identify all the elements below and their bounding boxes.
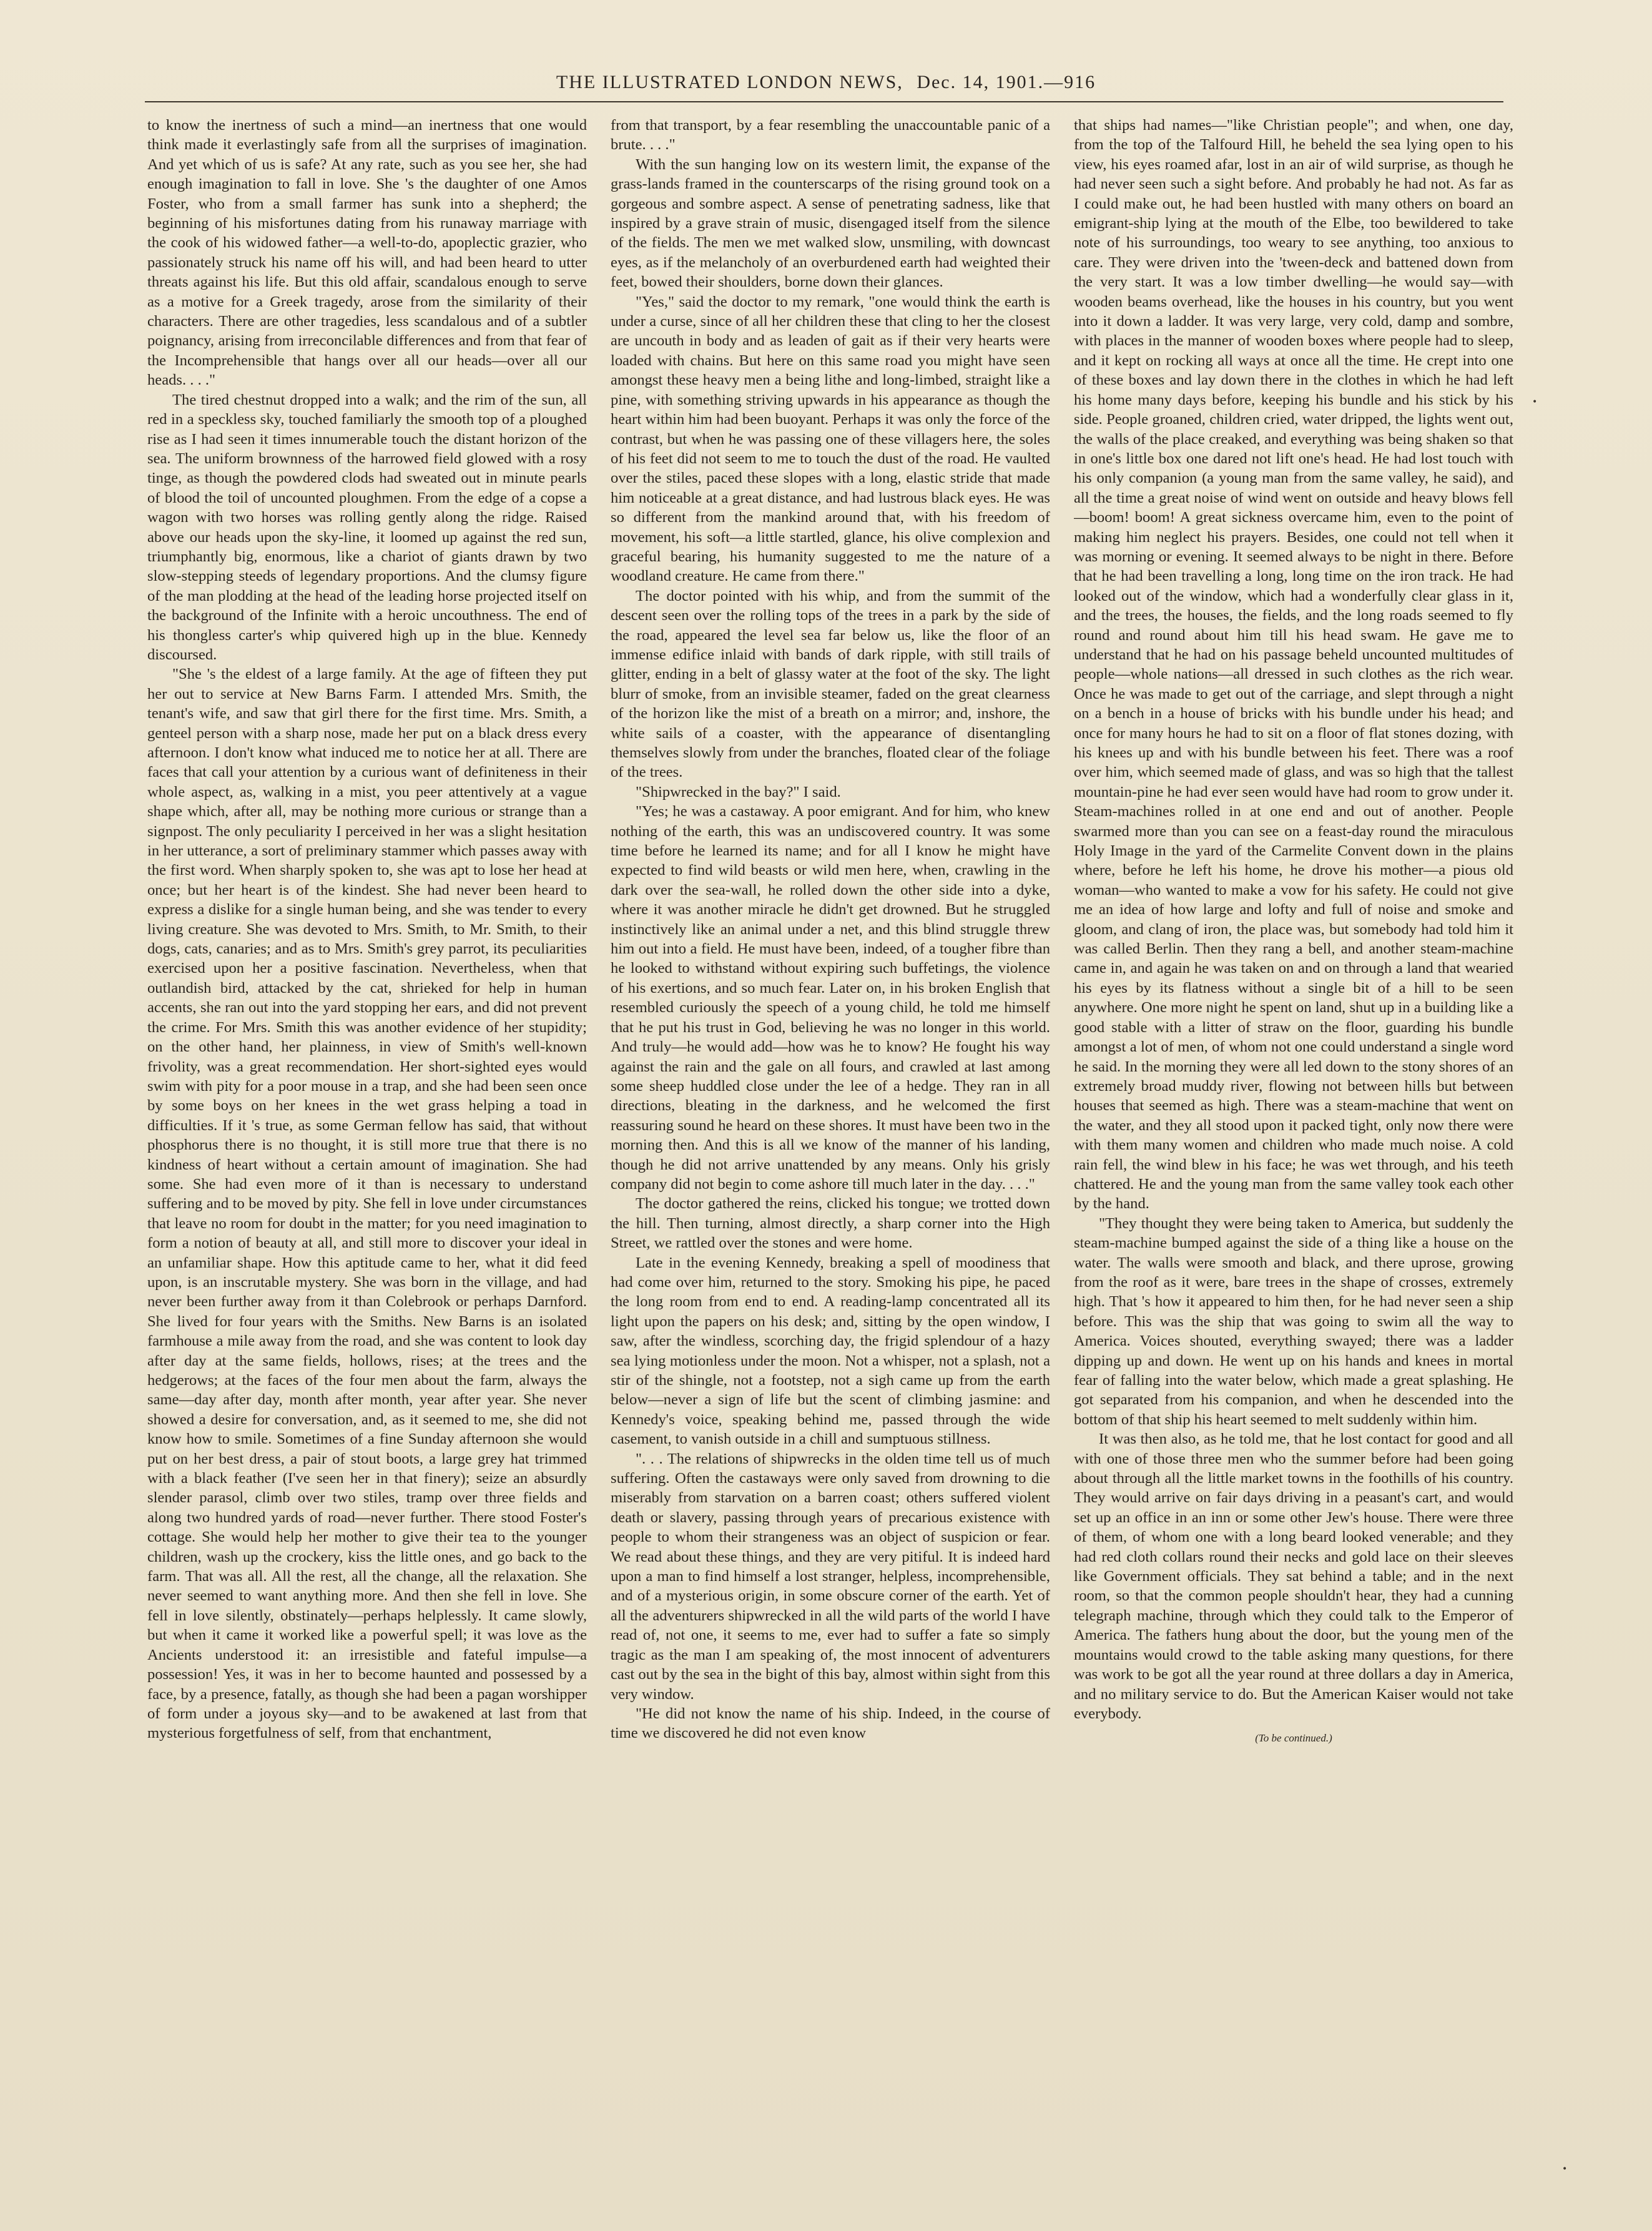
paragraph: With the sun hanging low on its western limit, the expanse of the grass-lands framed in the counterscarps of the rising ground took on a gorgeous and sombre aspect. A sense of penetrating sadness, like that inspired by a grave strain of music, disengaged itself from the silence of the fields. The men we met walked slow, unsmiling, with downcast eyes, as if the melancholy of an overburdened earth had weighted their feet, bowed their shoulders, borne down their glances. (611, 155, 1050, 291)
paragraph: The doctor pointed with his whip, and from the summit of the descent seen over the rolling tops of the trees in a park by the side of the road, appeared the level sea far below us, like the floor of an immense edifice inlaid with bands of dark ripple, with still trails of glitter, ending in a belt of glassy water at the foot of the sky. The light blurr of smoke, from an invisible steamer, faded on the great clearness of the horizon like the mist of a breath on a mirror; and, inshore, the white sails of a coaster, with the appearance of disentangling themselves slowly from under the branches, floated clear of the foliage of the trees. (611, 587, 1050, 781)
paragraph: Late in the evening Kennedy, breaking a spell of moodiness that had come over him, returned to the story. Smoking his pipe, he paced the long room from end to end. A reading-lamp concentrated all its light upon the papers on his desk; and, sitting by the open window, I saw, after the windless, scorching day, the frigid splendour of a hazy sea lying motionless under the moon. Not a whisper, not a splash, not a stir of the shingle, not a footstep, not a sigh came up from the earth below—never a sign of life but the scent of climbing jasmine: and Kennedy's voice, speaking behind me, passed through the wide casement, to vanish outside in a chill and sumptuous stillness. (611, 1254, 1050, 1448)
paragraph: ". . . The relations of shipwrecks in the olden time tell us of much suffering. Often the castaways were only saved from drowning to die miserably from starvation on a barren coast; others suffered violent death or slavery, passing through years of precarious existence with people to whom their strangeness was an object of suspicion or fear. We read about these things, and they are very pitiful. It is indeed hard upon a man to find himself a lost stranger, helpless, incomprehensible, and of a mysterious origin, in some obscure corner of the earth. Yet of all the adventurers shipwrecked in all the wild parts of the world I have read of, not one, it seems to me, ever had to suffer a fate so simply tragic as the man I am speaking of, the most innocent of adventurers cast out by the sea in the bight of this bay, almost within sight from this very window. (611, 1450, 1050, 1703)
paragraph: The tired chestnut dropped into a walk; and the rim of the sun, all red in a speckless sky, touched familiarly the smooth top of a ploughed rise as I had seen it times innumerable touch the distant horizon of the sea. The uniform brownness of the harrowed field glowed with a rosy tinge, as though the powdered clods had sweated out in minute pearls of blood the toil of uncounted ploughmen. From the edge of a copse a wagon with two horses was rolling gently along the ridge. Raised above our heads upon the sky-line, it loomed up against the red sun, triumphantly big, enormous, like a chariot of giants drawn by two slow-stepping steeds of legendary proportions. And the clumsy figure of the man plodding at the head of the leading horse projected itself on the background of the Infinite with a heroic uncouthness. The end of his thongless carter's whip quivered high up in the blue. Kennedy discoursed. (147, 391, 587, 663)
page-header (0, 72, 1652, 93)
paragraph: "She 's the eldest of a large family. At the age of fifteen they put her out to service at New Barns Farm. I attended Mrs. Smith, the tenant's wife, and saw that girl there for the first time. Mrs. Smith, a genteel person with a sharp nose, made her put on a black dress every afternoon. I don't know what induced me to notice her at all. There are faces that call your attention by a curious want of definiteness in their whole aspect, as, walking in a mist, you peer attentively at a vague shape which, after all, may be nothing more curious or strange than a signpost. The only peculiarity I perceived in her was a slight hesitation in her utterance, a sort of preliminary stammer which passes away with the first word. When sharply spoken to, she was apt to lose her head at once; but her heart is of the kindest. She had never been heard to express a dislike for a single human being, and she was tender to every living creature. She was devoted to Mrs. Smith, to Mr. Smith, to their dogs, cats, canaries; and as to Mrs. Smith's grey parrot, its peculiarities exercised upon her a positive fascination. Nevertheless, when that outlandish bird, attacked by the cat, shrieked for help in human accents, she ran out into the yard stopping her ears, and did not prevent the crime. For Mrs. Smith this was another evidence of her stupidity; on the other hand, her plainness, in view of Smith's well-known frivolity, was a great recommendation. Her short-sighted eyes would swim with pity for a poor mouse in a trap, and she had been seen once by some boys on her knees in the wet grass helping a toad in difficulties. If it 's true, as some German fellow has said, that without phosphorus there is no thought, it is still more true that there is no kindness of heart without a certain amount of imagination. She had some. She had even more of it than is necessary to understand suffering and to be moved by pity. She fell in love under circumstances that leave no room for doubt in the matter; for you need imagination to form a notion of beauty at all, and still more to discover your ideal in an unfamiliar shape. How this aptitude came to her, what it did feed upon, is an inscrutable mystery. She was born in the village, and had never been further away from it than Colebrook or perhaps Darnford. She lived for four years with the Smiths. New Barns is an isolated farmhouse a mile away from the road, and she was content to look day after day at the same fields, hollows, rises; at the trees and the hedgerows; at the faces of the four men about the farm, always the same—day after day, month after month, year after year. She never showed a desire for conversation, and, as it seemed to me, she did not know how to smile. Sometimes of a fine Sunday afternoon she would put on her best dress, a pair of stout boots, a large grey hat trimmed with a black feather (I've seen her in that finery); seize an absurdly slender parasol, climb over two stiles, tramp over three fields and along two hundred yards of road—never further. There stood Foster's cottage. She would help her mother to give their tea to the younger children, wash up the crockery, kiss the little ones, and go back to the farm. That was all. All the rest, all the change, all the relaxation. She never seemed to want anything more. And then she fell in love. She fell in love silently, obstinately—perhaps helplessly. It came slowly, but when it came it worked like a powerful spell; it was love as the Ancients understood it: an irresistible and fateful impulse—a possession! Yes, it was in her to become haunted and possessed by a face, by a presence, fatally, as though she had been a pagan worshipper of form under a joyous sky—and to be awakened at last from that mysterious forgetfulness of self, from that enchantment, (147, 666, 587, 1742)
header-rule (145, 101, 1503, 102)
publication-title: THE ILLUSTRATED LONDON NEWS, (556, 72, 903, 92)
margin-dot: • (1562, 2164, 1568, 2174)
issue-date: Dec. 14, 1901.—916 (917, 72, 1096, 92)
paragraph: "They thought they were being taken to America, but suddenly the steam-machine bumped against the side of a thing like a house on the water. The walls were smooth and black, and there uprose, growing from the roof as it were, bare trees in the shape of crosses, extremely high. That 's how it appeared to him then, for he had never seen a ship before. This was the ship that was going to swim all the way to America. Voices shouted, everything swayed; there was a ladder dipping up and down. He went up on his hands and knees in mortal fear of falling into the water below, which made a great splashing. He got separated from his companion, and when he descended into the bottom of that ship his heart seemed to melt suddenly within him. (1074, 1214, 1513, 1428)
margin-dot: • (1532, 397, 1538, 407)
paragraph: "Shipwrecked in the bay?" I said. (636, 783, 841, 800)
paragraph: from that transport, by a fear resembling the unaccountable panic of a brute. . . ." (611, 117, 1050, 154)
paragraph: "Yes," said the doctor to my remark, "one would think the earth is under a curse, since of all her children these that cling to her the closest are uncouth in body and as leaden of gait as if their very hearts were loaded with chains. But here on this same road you might have seen amongst these heavy men a being lithe and long-limbed, straight like a pine, with something striving upwards in his appearance as though the heart within him had been buoyant. Perhaps it was only the force of the contrast, but when he was passing one of these villagers here, the soles of his feet did not seem to me to touch the dust of the road. He vaulted over the stiles, paced these slopes with a long, elastic stride that made him noticeable at a great distance, and had lustrous black eyes. He was so different from the mankind around that, with his freedom of movement, his soft—a little startled, glance, his olive complexion and graceful bearing, his humanity suggested to me the nature of a woodland creature. He came from there." (611, 293, 1050, 585)
paragraph: It was then also, as he told me, that he lost contact for good and all with one of those three men who the summer before had been going about through all the little market towns in the foothills of his country. They would arrive on fair days driving in a peasant's cart, and would set up an office in an inn or some other Jew's house. There were three of them, of whom one with a long beard looked venerable; and they had red cloth collars round their necks and gold lace on their sleeves like Government officials. They sat behind a table; and in the next room, so that the common people shouldn't hear, they had a cunning telegraph machine, through which they could talk to the Emperor of America. The fathers hung about the door, but the young men of the mountains would crowd to the table asking many questions, for there was work to be got all the year round at three dollars a day in America, and no military service to do. But the American Kaiser would not take everybody. (1074, 1431, 1513, 1722)
paragraph: "He did not know the name of his ship. Indeed, in the course of time we discovered he did not even know (611, 1705, 1050, 1742)
text-column-3 (1074, 116, 1513, 2157)
paragraph: to know the inertness of such a mind—an inertness that one would think made it everlastingly safe from all the surprises of imagination. And yet which of us is safe? At any rate, such as you see her, she had enough imagination to fall in love. She 's the daughter of one Amos Foster, who from a small farmer has sunk into a shepherd; the beginning of his misfortunes dating from his runaway marriage with the cook of his widowed father—a well-to-do, apoplectic grazier, who passionately struck his name off his will, and had been heard to utter threats against his life. But this old affair, scandalous enough to serve as a motive for a Greek tragedy, arose from the similarity of their characters. There are other tragedies, less scandalous and of a subtler poignancy, arising from irreconcilable differences and from that fear of the Incomprehensible that hangs over all our heads—over all our heads. . . ." (147, 117, 587, 389)
to-be-continued-note: (To be continued.) (1255, 1732, 1332, 1745)
paragraph: that ships had names—"like Christian people"; and when, one day, from the top of the Talfourd Hill, he beheld the sea lying open to his view, his eyes roamed afar, lost in an air of wild surprise, as though he had never seen such a sight before. And probably he had not. As far as I could make out, he had been hustled with many others on board an emigrant-ship lying at the mouth of the Elbe, too bewildered to take note of his surroundings, too weary to see anything, too anxious to care. They were driven into the 'tween-deck and battened down from the very start. It was a low timber dwelling—he would say—with wooden beams overhead, like the houses in his country, but you went into it down a ladder. It was very large, very cold, damp and sombre, with places in the manner of wooden boxes where people had to sleep, and it kept on rocking all ways at once all the time. He crept into one of these boxes and lay down there in the clothes in which he had left his home many days before, keeping his bundle and his stick by his side. People groaned, children cried, water dripped, the lights went out, the walls of the place creaked, and everything was being shaken so that in one's little box one dared not lift one's head. He had lost touch with his only companion (a young man from the same valley, he said), and all the time a great noise of wind went on outside and heavy blows fell—boom! boom! A great sickness overcame him, even to the point of making him neglect his prayers. Besides, one could not tell when it was morning or evening. It seemed always to be night in there. Before that he had been travelling a long, long time on the iron track. He had looked out of the window, which had a wonderfully clear glass in it, and the trees, the houses, the fields, and the long roads seemed to fly round and round about him till his head swam. He gave me to understand that he had on his passage beheld uncounted multitudes of people—whole nations—all dressed in such clothes as the rich wear. Once he was made to get out of the carriage, and slept through a night on a bench in a house of bricks with his bundle under his head; and once for many hours he had to sit on a floor of flat stones dozing, with his knees up and with his bundle between his feet. There was a roof over him, which seemed made of glass, and was so high that the tallest mountain-pine he had ever seen would have had room to grow under it. Steam-machines rolled in at one end and out of another. People swarmed more than you can see on a feast-day round the miraculous Holy Image in the yard of the Carmelite Convent down in the plains where, before he left his home, he drove his mother—a pious old woman—who wanted to make a vow for his safety. He could not give me an idea of how large and lofty and full of noise and smoke and gloom, and clang of iron, the place was, but somebody had told him it was called Berlin. Then they rang a bell, and another steam-machine came in, and again he was taken on and on through a land that wearied his eyes by its flatness without a single bit of a hill to be seen anywhere. One more night he spent on land, shut up in a building like a good stable with a litter of straw on the floor, guarding his bundle amongst a lot of men, of whom not one could understand a single word he said. In the morning they were all led down to the stony shores of an extremely broad muddy river, flowing not between hills but between houses that seemed as high. There was a steam-machine that went on the water, and they all stood upon it packed tight, only now there were with them many women and children who made much noise. A cold rain fell, the wind blew in his face; he was wet through, and his teeth chattered. He and the young man from the same valley took each other by the hand. (1074, 117, 1513, 1213)
paragraph: "Yes; he was a castaway. A poor emigrant. And for him, who knew nothing of the earth, this was an undiscovered country. It was some time before he learned its name; and for all I know he might have expected to find wild beasts or wild men here, when, crawling in the dark over the sea-wall, he rolled down the other side into a dyke, where it was another miracle he didn't get drowned. But he struggled instinctively like an animal under a net, and this blind struggle threw him out into a field. He must have been, indeed, of a tougher fibre than he looked to withstand without expiring such buffetings, the violence of his exertions, and so much fear. Later on, in his broken English that resembled curiously the speech of a young child, he told me himself that he put his trust in God, believing he was no longer in this world. And truly—he would add—how was he to know? He fought his way against the rain and the gale on all fours, and crawled at last among some sheep huddled close under the lee of a hedge. They ran in all directions, bleating in the darkness, and he welcomed the first reassuring sound he heard on these shores. It must have been two in the morning then. And this is all we know of the manner of his landing, though he did not arrive unattended by any means. Only his grisly company did not begin to come ashore till much later in the day. . . ." (611, 803, 1050, 1193)
text-column-1 (147, 116, 587, 2157)
text-column-2 (611, 116, 1050, 2157)
paragraph: The doctor gathered the reins, clicked his tongue; we trotted down the hill. Then turning, almost directly, a sharp corner into the High Street, we rattled over the stones and were home. (611, 1195, 1050, 1252)
